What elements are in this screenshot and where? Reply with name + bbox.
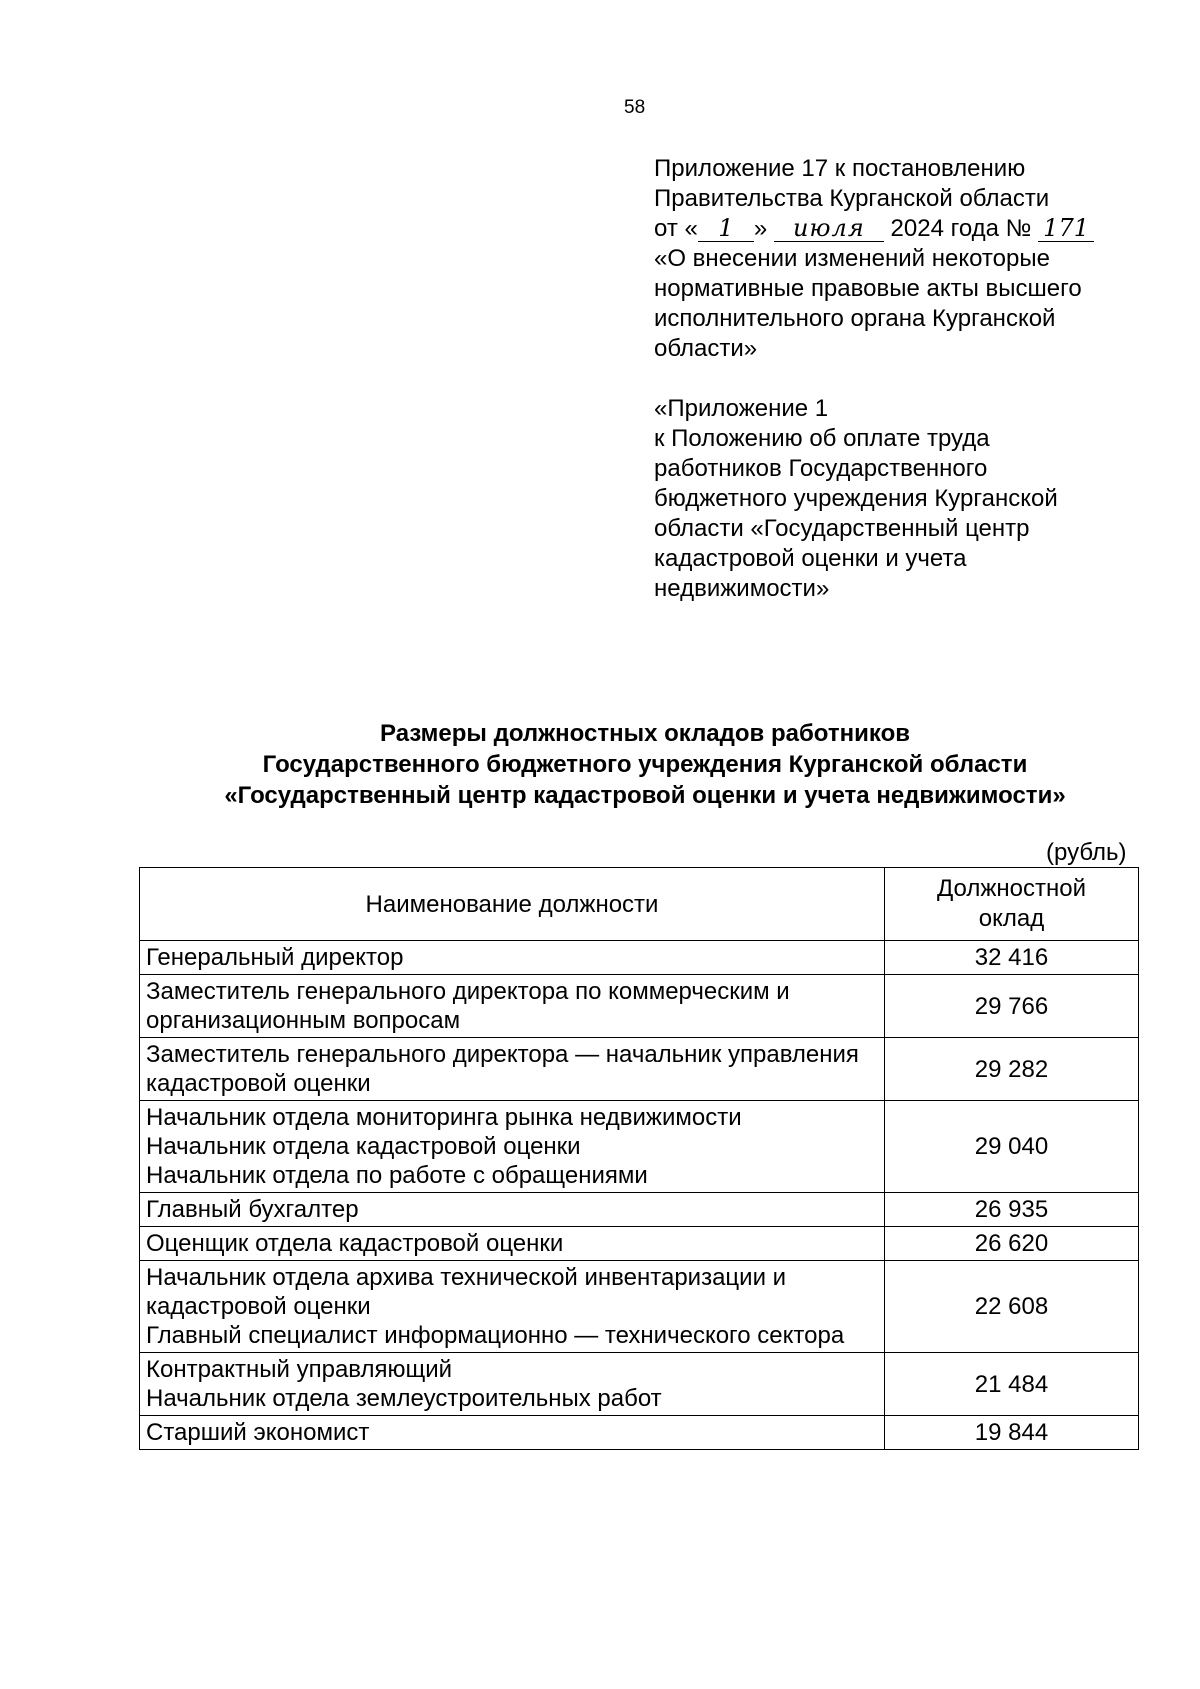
salary-cell: 22 608 xyxy=(885,1261,1139,1353)
document-title xyxy=(0,718,1200,811)
salary-cell: 29 282 xyxy=(885,1038,1139,1101)
annex-line: кадастровой оценки и учета xyxy=(654,545,967,572)
position-cell xyxy=(140,1261,885,1353)
table-body xyxy=(140,941,1139,1450)
date-prefix: от « xyxy=(654,215,698,242)
position-cell xyxy=(140,975,885,1038)
table-row xyxy=(140,1227,1139,1261)
annex-line: области «Государственный центр xyxy=(654,515,1030,542)
salary-table xyxy=(139,867,1139,1450)
year-text: 2024 года № xyxy=(890,215,1032,242)
table-row xyxy=(140,975,1139,1038)
spacer xyxy=(654,364,1154,394)
appendix-date-line xyxy=(654,214,1154,244)
date-mid: » xyxy=(753,215,768,242)
annex-line: работников Государственного xyxy=(654,455,988,482)
salary-cell: 29 766 xyxy=(885,975,1139,1038)
table-row xyxy=(140,1353,1139,1416)
position-cell xyxy=(140,1227,885,1261)
title-line: Государственного бюджетного учреждения Курганской области xyxy=(262,751,1028,778)
header-salary-line: оклад xyxy=(978,905,1045,932)
currency-unit: (рубль) xyxy=(1046,839,1127,866)
table-row xyxy=(140,1261,1139,1353)
table-row xyxy=(140,1193,1139,1227)
annex-line: «Приложение 1 xyxy=(654,395,829,422)
position-name: Начальник отдела по работе с обращениями xyxy=(146,1162,648,1189)
header-position: Наименование должности xyxy=(140,868,885,941)
position-cell xyxy=(140,1353,885,1416)
salary-cell: 19 844 xyxy=(885,1416,1139,1450)
annex-line: бюджетного учреждения Курганской xyxy=(654,485,1058,512)
position-cell xyxy=(140,941,885,975)
handwritten-month: июля xyxy=(774,216,884,242)
handwritten-day: 1 xyxy=(698,216,754,242)
appendix-title-line: исполнительного органа Курганской xyxy=(654,305,1056,332)
position-name: Оценщик отдела кадастровой оценки xyxy=(146,1230,564,1257)
position-cell xyxy=(140,1193,885,1227)
salary-cell: 26 620 xyxy=(885,1227,1139,1261)
table-row xyxy=(140,1416,1139,1450)
appendix-line: Приложение 17 к постановлению xyxy=(654,155,1026,182)
position-name: Начальник отдела мониторинга рынка недвижимости xyxy=(146,1104,742,1131)
appendix-title-line: нормативные правовые акты высшего xyxy=(654,275,1082,302)
position-cell xyxy=(140,1101,885,1193)
table-header-row xyxy=(140,868,1139,941)
position-name: Начальник отдела кадастровой оценки xyxy=(146,1133,581,1160)
position-name: Главный бухгалтер xyxy=(146,1196,359,1223)
salary-cell: 29 040 xyxy=(885,1101,1139,1193)
annex-line: к Положению об оплате труда xyxy=(654,425,990,452)
position-name: Главный специалист информационно — технического сектора xyxy=(146,1322,845,1349)
header-salary-line: Должностной xyxy=(936,875,1086,902)
appendix-line: Правительства Курганской области xyxy=(654,185,1050,212)
position-cell xyxy=(140,1038,885,1101)
position-name: Генеральный директор xyxy=(146,944,404,971)
salary-cell: 21 484 xyxy=(885,1353,1139,1416)
header-salary xyxy=(885,868,1139,941)
position-cell xyxy=(140,1416,885,1450)
title-line: «Государственный центр кадастровой оценки и учета недвижимости» xyxy=(224,782,1066,809)
annex-line: недвижимости» xyxy=(654,575,830,602)
appendix-header xyxy=(654,154,1154,604)
appendix-title-line: области» xyxy=(654,335,758,362)
appendix-title-line: «О внесении изменений некоторые xyxy=(654,245,1050,272)
position-name: Контрактный управляющий xyxy=(146,1356,453,1383)
salary-cell: 26 935 xyxy=(885,1193,1139,1227)
position-name: Заместитель генерального директора по коммерческим и организационным вопросам xyxy=(146,978,790,1034)
salary-cell: 32 416 xyxy=(885,941,1139,975)
position-name: Начальник отдела архива технической инвентаризации и кадастровой оценки xyxy=(146,1264,787,1320)
page-number: 58 xyxy=(624,97,646,118)
table-row xyxy=(140,1101,1139,1193)
position-name: Старший экономист xyxy=(146,1419,370,1446)
title-line: Размеры должностных окладов работников xyxy=(380,720,910,747)
table-row xyxy=(140,941,1139,975)
handwritten-number: 171 xyxy=(1038,216,1094,242)
position-name: Заместитель генерального директора — начальник управления кадастровой оценки xyxy=(146,1041,859,1097)
table-row xyxy=(140,1038,1139,1101)
position-name: Начальник отдела землеустроительных работ xyxy=(146,1385,662,1412)
